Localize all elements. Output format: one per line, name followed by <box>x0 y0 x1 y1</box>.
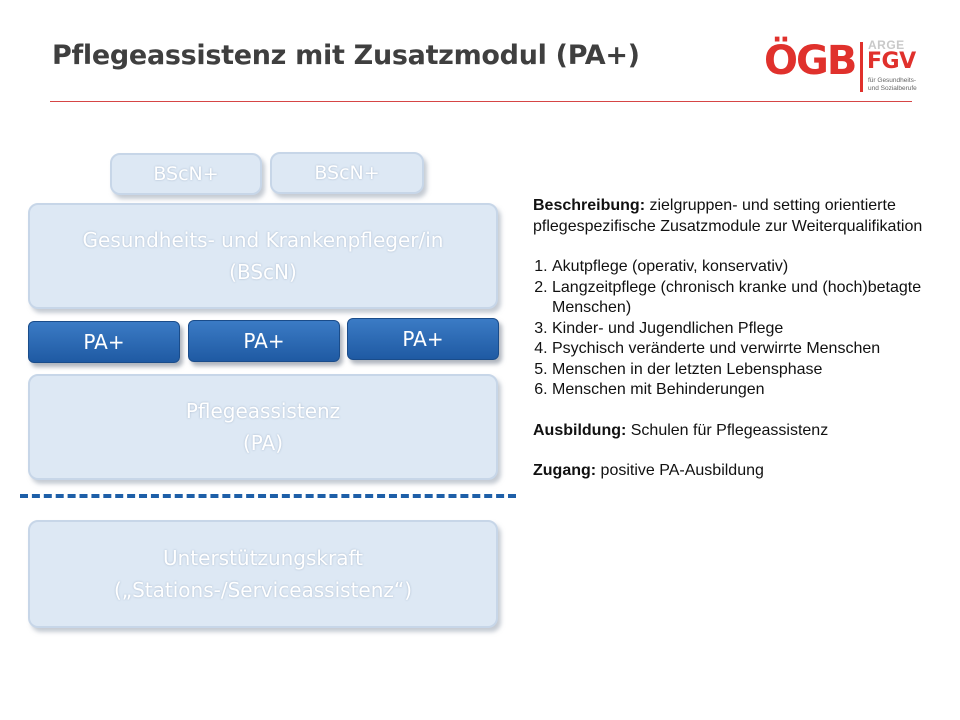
title-divider <box>50 101 912 102</box>
ausbildung-paragraph <box>533 421 943 442</box>
description-text: zielgruppen- und setting orientierte pflegespezifische Zusatzmodule zur Weiterqualifikation <box>533 197 923 235</box>
dashed-separator <box>20 494 516 498</box>
page-title: Pflegeassistenz mit Zusatzmodul (PA+) <box>52 40 640 71</box>
description-paragraph <box>533 196 943 237</box>
pa-line-1: Pflegeassistenz <box>185 399 341 423</box>
list-item: 6. Menschen mit Behinderungen <box>552 380 943 401</box>
description-label: Beschreibung: <box>533 197 646 214</box>
support-line-1: Unterstützungskraft <box>162 546 364 570</box>
bscn-line-1: Gesundheits- und Krankenpfleger/in <box>82 228 444 252</box>
logo-arge-text: ARGE <box>868 38 905 52</box>
zugang-label: Zugang: <box>533 462 597 479</box>
list-item: 4. Psychisch veränderte und verwirrte Menschen <box>552 339 943 360</box>
bscn-plus-box-1: BScN+ <box>110 153 262 195</box>
bscn-line-2: (BScN) <box>229 260 297 284</box>
description-panel <box>533 196 943 482</box>
pa-plus-box-2: PA+ <box>188 320 340 362</box>
module-list <box>533 257 943 401</box>
logo-bar <box>860 42 863 92</box>
list-item: 3. Kinder- und Jugendlichen Pflege <box>552 319 943 340</box>
logo-subtitle: für Gesundheits- und Sozialberufe <box>868 77 917 92</box>
bscn-plus-box-2: BScN+ <box>270 152 424 194</box>
ausbildung-text: Schulen für Pflegeassistenz <box>626 421 829 439</box>
support-line-2: („Stations-/Serviceassistenz“) <box>113 578 413 602</box>
oegb-fgv-logo <box>764 36 924 98</box>
logo-fgv-text: FGV <box>867 49 916 74</box>
pa-plus-box-3: PA+ <box>347 318 499 360</box>
support-box <box>28 520 498 628</box>
list-item: 2. Langzeitpflege (chronisch kranke und (hoch)betagte Menschen) <box>552 278 943 319</box>
logo-oegb-text: ÖGB <box>764 38 856 84</box>
ausbildung-label: Ausbildung: <box>533 421 627 439</box>
pa-plus-box-1: PA+ <box>28 321 180 363</box>
bscn-box <box>28 203 498 309</box>
list-item: 5. Menschen in der letzten Lebensphase <box>552 360 943 381</box>
list-item: 1. Akutpflege (operativ, konservativ) <box>552 257 943 278</box>
zugang-paragraph <box>533 461 943 482</box>
zugang-text: positive PA-Ausbildung <box>596 462 764 479</box>
pa-box <box>28 374 498 480</box>
pa-line-2: (PA) <box>242 431 284 455</box>
